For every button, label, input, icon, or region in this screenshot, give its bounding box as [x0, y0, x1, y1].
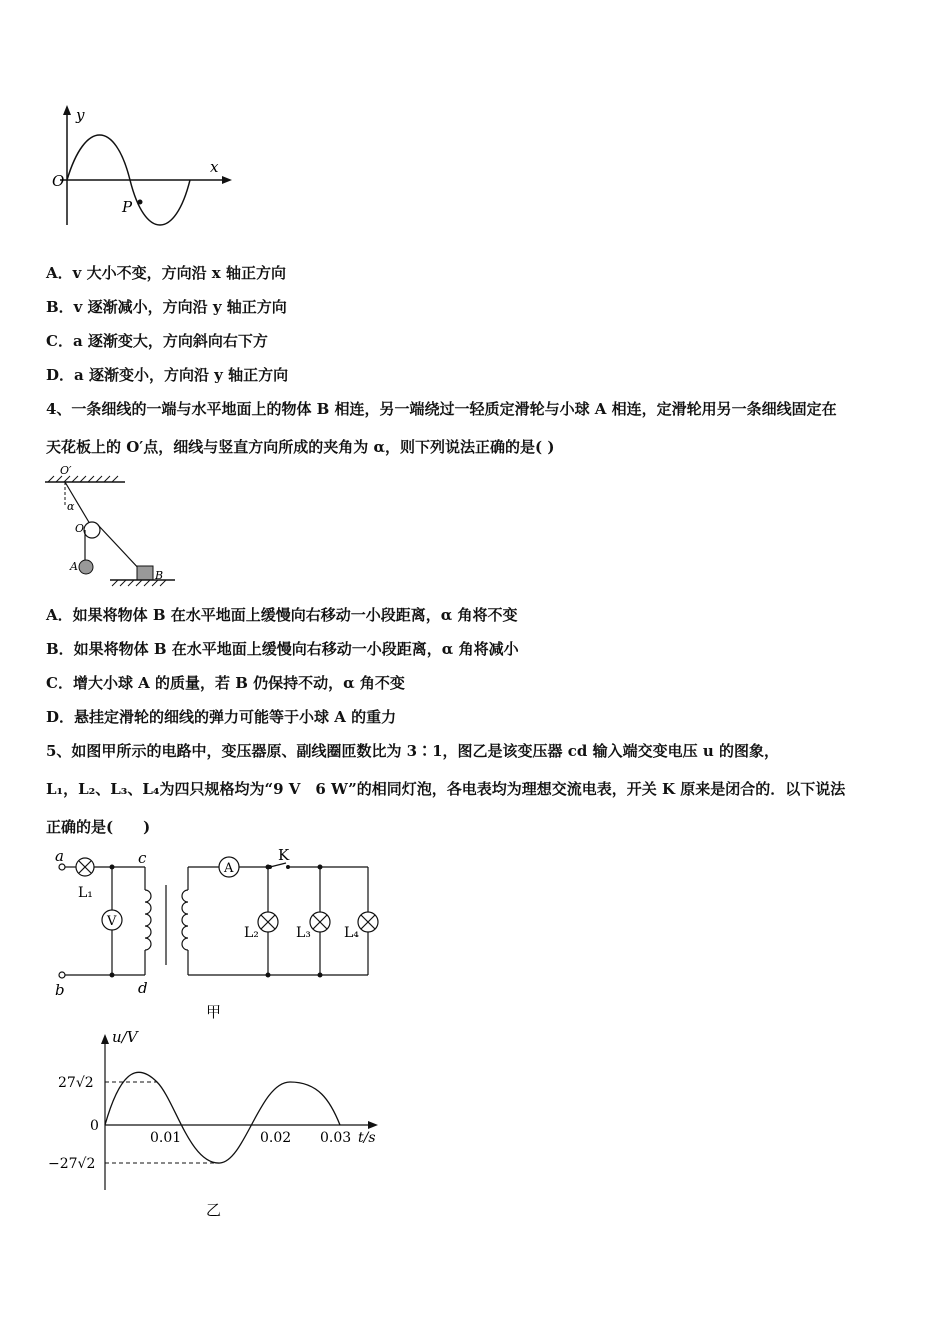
- y-max-label: 27√2: [58, 1075, 94, 1091]
- q3-option-d: D．a 逐渐变小，方向沿 y 轴正方向: [46, 366, 289, 384]
- t-arrow-icon: [368, 1121, 378, 1129]
- circuit-figure: [40, 845, 390, 1025]
- q4-option-c: C．增大小球 A 的质量，若 B 仍保持不动，α 角不变: [46, 674, 405, 692]
- q3-option-c: C．a 逐渐变大，方向斜向右下方: [46, 332, 268, 350]
- l2-label: L₂: [244, 925, 259, 941]
- q5-stem-line1: 5、如图甲所示的电路中，变压器原、副线圈匝数比为 3∶1，图乙是该变压器 cd 输入端交变电压 u 的图象，: [46, 742, 779, 760]
- tick-002: 0.02: [260, 1130, 292, 1146]
- origin-label: O: [52, 172, 65, 190]
- terminal-b-label: b: [55, 981, 65, 999]
- lamp-l4-icon: [358, 912, 378, 932]
- l3-label: L₃: [296, 925, 311, 941]
- terminal-a-label: a: [55, 847, 64, 865]
- tick-001: 0.01: [150, 1130, 182, 1146]
- lamp-l2-icon: [258, 912, 278, 932]
- zero-label: 0: [90, 1118, 99, 1134]
- ball-a: [79, 560, 93, 574]
- tick-003: 0.03: [320, 1130, 352, 1146]
- l1-label: L₁: [78, 885, 93, 901]
- alpha-label: α: [67, 500, 75, 513]
- ammeter-label: A: [224, 861, 234, 876]
- point-p: [138, 200, 143, 205]
- q4-option-a: A．如果将物体 B 在水平地面上缓慢向右移动一小段距离，α 角将不变: [46, 606, 518, 624]
- o-prime-label: O′: [60, 464, 72, 477]
- terminal-c-label: c: [138, 849, 147, 867]
- wave-figure: [40, 100, 240, 230]
- q5-stem-line3: 正确的是( ): [46, 818, 151, 836]
- x-label: x: [210, 158, 219, 176]
- voltage-curve: [105, 1072, 340, 1163]
- q3-option-a: A．v 大小不变，方向沿 x 轴正方向: [46, 264, 286, 282]
- voltage-graph: [40, 1030, 390, 1220]
- pulley-wheel: [84, 522, 100, 538]
- block-b: [137, 566, 153, 580]
- pulley-svg: [40, 462, 180, 587]
- lamp-l1-icon: [76, 858, 94, 876]
- lamp-l3-icon: [310, 912, 330, 932]
- q4-stem-line2: 天花板上的 O′点，细线与竖直方向所成的夹角为 α，则下列说法正确的是( ): [46, 438, 555, 456]
- t-label: t/s: [358, 1130, 376, 1146]
- q5-stem-line2: L₁，L₂、L₃、L₄为四只规格均为“9 V 6 W”的相同灯泡，各电表均为理想交流电表，开关 K 原来是闭合的．以下说法: [46, 780, 846, 798]
- caption-yi: 乙: [206, 1201, 222, 1219]
- l4-label: L₄: [344, 925, 359, 941]
- voltmeter-label: V: [107, 914, 117, 929]
- a-label: A: [70, 560, 78, 573]
- b-label: B: [155, 569, 164, 582]
- string-to-b: [98, 525, 142, 572]
- pulley-figure: [40, 462, 180, 587]
- voltmeter-icon: [102, 910, 122, 930]
- x-arrow-icon: [222, 176, 232, 184]
- circuit-svg: [40, 845, 390, 1025]
- q4-option-d: D．悬挂定滑轮的细线的弹力可能等于小球 A 的重力: [46, 708, 397, 726]
- caption-jia: 甲: [206, 1003, 222, 1021]
- switch-k-label: K: [278, 846, 290, 864]
- q4-option-b: B．如果将物体 B 在水平地面上缓慢向右移动一小段距离，α 角将减小: [46, 640, 519, 658]
- y-label: y: [76, 106, 85, 124]
- u-arrow-icon: [101, 1034, 109, 1044]
- o-label: O: [75, 522, 85, 535]
- u-label: u/V: [112, 1028, 138, 1046]
- voltage-svg: [40, 1030, 390, 1220]
- ammeter-icon: [219, 857, 239, 877]
- wave-svg: [40, 100, 240, 230]
- point-label: P: [122, 198, 133, 216]
- y-arrow-icon: [63, 105, 71, 115]
- q3-option-b: B．v 逐渐减小，方向沿 y 轴正方向: [46, 298, 287, 316]
- q4-stem-line1: 4、一条细线的一端与水平地面上的物体 B 相连，另一端绕过一轻质定滑轮与小球 A 相连，定滑轮用另一条细线固定在: [46, 400, 837, 418]
- y-min-label: −27√2: [48, 1156, 96, 1172]
- terminal-d-label: d: [138, 979, 148, 997]
